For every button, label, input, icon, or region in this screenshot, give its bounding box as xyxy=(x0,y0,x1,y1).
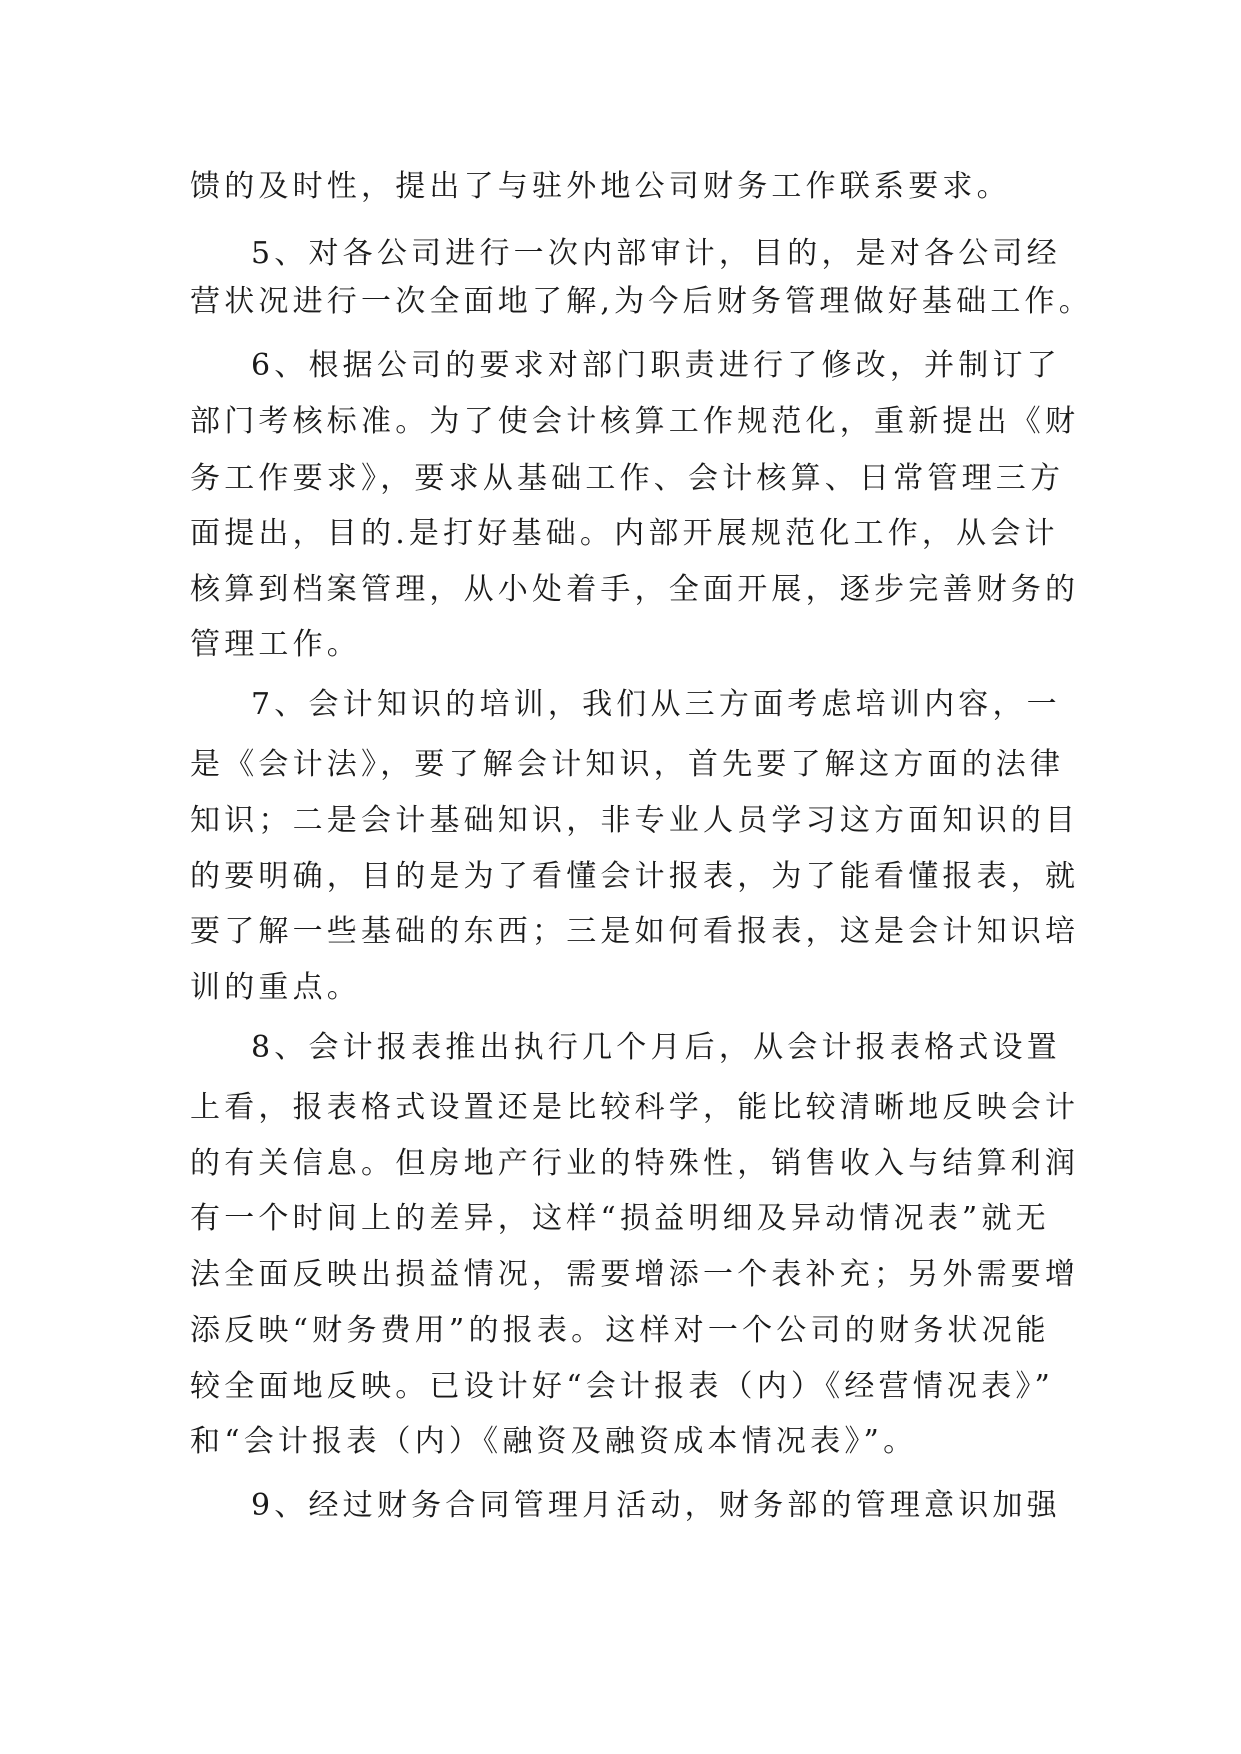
paragraph-8-line: 8、会计报表推出执行几个月后，从会计报表格式设置 xyxy=(251,1030,1061,1065)
paragraph-7-line: 7、会计知识的培训，我们从三方面考虑培训内容，一 xyxy=(251,687,1061,722)
text-line: 的要明确，目的是为了看懂会计报表，为了能看懂报表，就 xyxy=(190,859,1080,894)
text-line: 核算到档案管理，从小处着手，全面开展，逐步完善财务的 xyxy=(190,572,1080,607)
text-line: 上看，报表格式设置还是比较科学，能比较清晰地反映会计 xyxy=(190,1090,1080,1125)
text-line: 法全面反映出损益情况，需要增添一个表补充；另外需要增 xyxy=(190,1257,1080,1292)
text-line: 要了解一些基础的东西；三是如何看报表，这是会计知识培 xyxy=(190,914,1080,949)
text-line: 的有关信息。但房地产行业的特殊性，销售收入与结算利润 xyxy=(190,1146,1080,1181)
text-line: 和“会计报表（内）《融资及融资成本情况表》”。 xyxy=(190,1424,918,1459)
text-line: 面提出，目的.是打好基础。内部开展规范化工作，从会计 xyxy=(190,516,1059,551)
paragraph-9-line: 9、经过财务合同管理月活动，财务部的管理意识加强 xyxy=(251,1488,1061,1523)
text-line: 添反映“财务费用”的报表。这样对一个公司的财务状况能 xyxy=(190,1313,1050,1348)
text-line: 部门考核标准。为了使会计核算工作规范化，重新提出《财 xyxy=(190,404,1080,439)
text-line: 训的重点。 xyxy=(190,970,361,1005)
text-line: 知识；二是会计基础知识，非专业人员学习这方面知识的目 xyxy=(190,803,1080,838)
text-line: 管理工作。 xyxy=(190,627,361,662)
text-line: 是《会计法》，要了解会计知识，首先要了解这方面的法律 xyxy=(190,747,1065,782)
text-line: 务工作要求》，要求从基础工作、会计核算、日常管理三方 xyxy=(190,461,1065,496)
text-line: 馈的及时性，提出了与驻外地公司财务工作联系要求。 xyxy=(190,169,1011,204)
text-line: 营状况进行一次全面地了解,为今后财务管理做好基础工作。 xyxy=(190,284,1093,319)
text-line: 有一个时间上的差异，这样“损益明细及异动情况表”就无 xyxy=(190,1201,1050,1236)
text-line: 较全面地反映。已设计好“会计报表（内）《经营情况表》” xyxy=(190,1369,1055,1404)
paragraph-5-line: 5、对各公司进行一次内部审计，目的，是对各公司经 xyxy=(251,236,1061,271)
paragraph-6-line: 6、根据公司的要求对部门职责进行了修改，并制订了 xyxy=(251,348,1061,383)
